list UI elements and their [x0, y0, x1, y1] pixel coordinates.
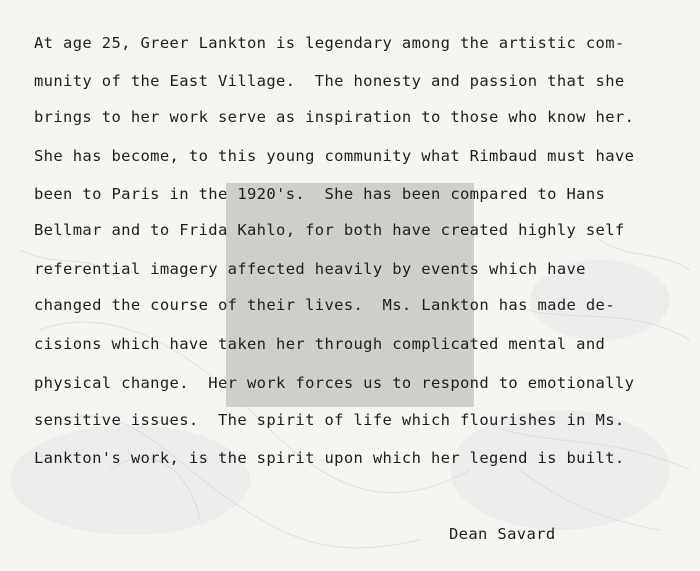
- text-line: Bellmar and to Frida Kahlo, for both have created highly self: [34, 221, 625, 239]
- text-line: She has become, to this young community what Rimbaud must have: [34, 147, 635, 165]
- author-signature: Dean Savard: [449, 525, 556, 543]
- text-line: Lankton's work, is the spirit upon which her legend is built.: [34, 449, 625, 467]
- text-line: referential imagery affected heavily by events which have: [34, 260, 586, 278]
- text-line: brings to her work serve as inspiration to those who know her.: [34, 108, 635, 126]
- text-line: At age 25, Greer Lankton is legendary among the artistic com-: [34, 34, 625, 52]
- text-line: cisions which have taken her through complicated mental and: [34, 335, 606, 353]
- text-line: sensitive issues. The spirit of life which flourishes in Ms.: [34, 411, 625, 429]
- text-line: physical change. Her work forces us to respond to emotionally: [34, 374, 635, 392]
- text-line: been to Paris in the 1920's. She has been compared to Hans: [34, 185, 606, 203]
- text-line: munity of the East Village. The honesty and passion that she: [34, 72, 625, 90]
- text-line: changed the course of their lives. Ms. Lankton has made de-: [34, 296, 615, 314]
